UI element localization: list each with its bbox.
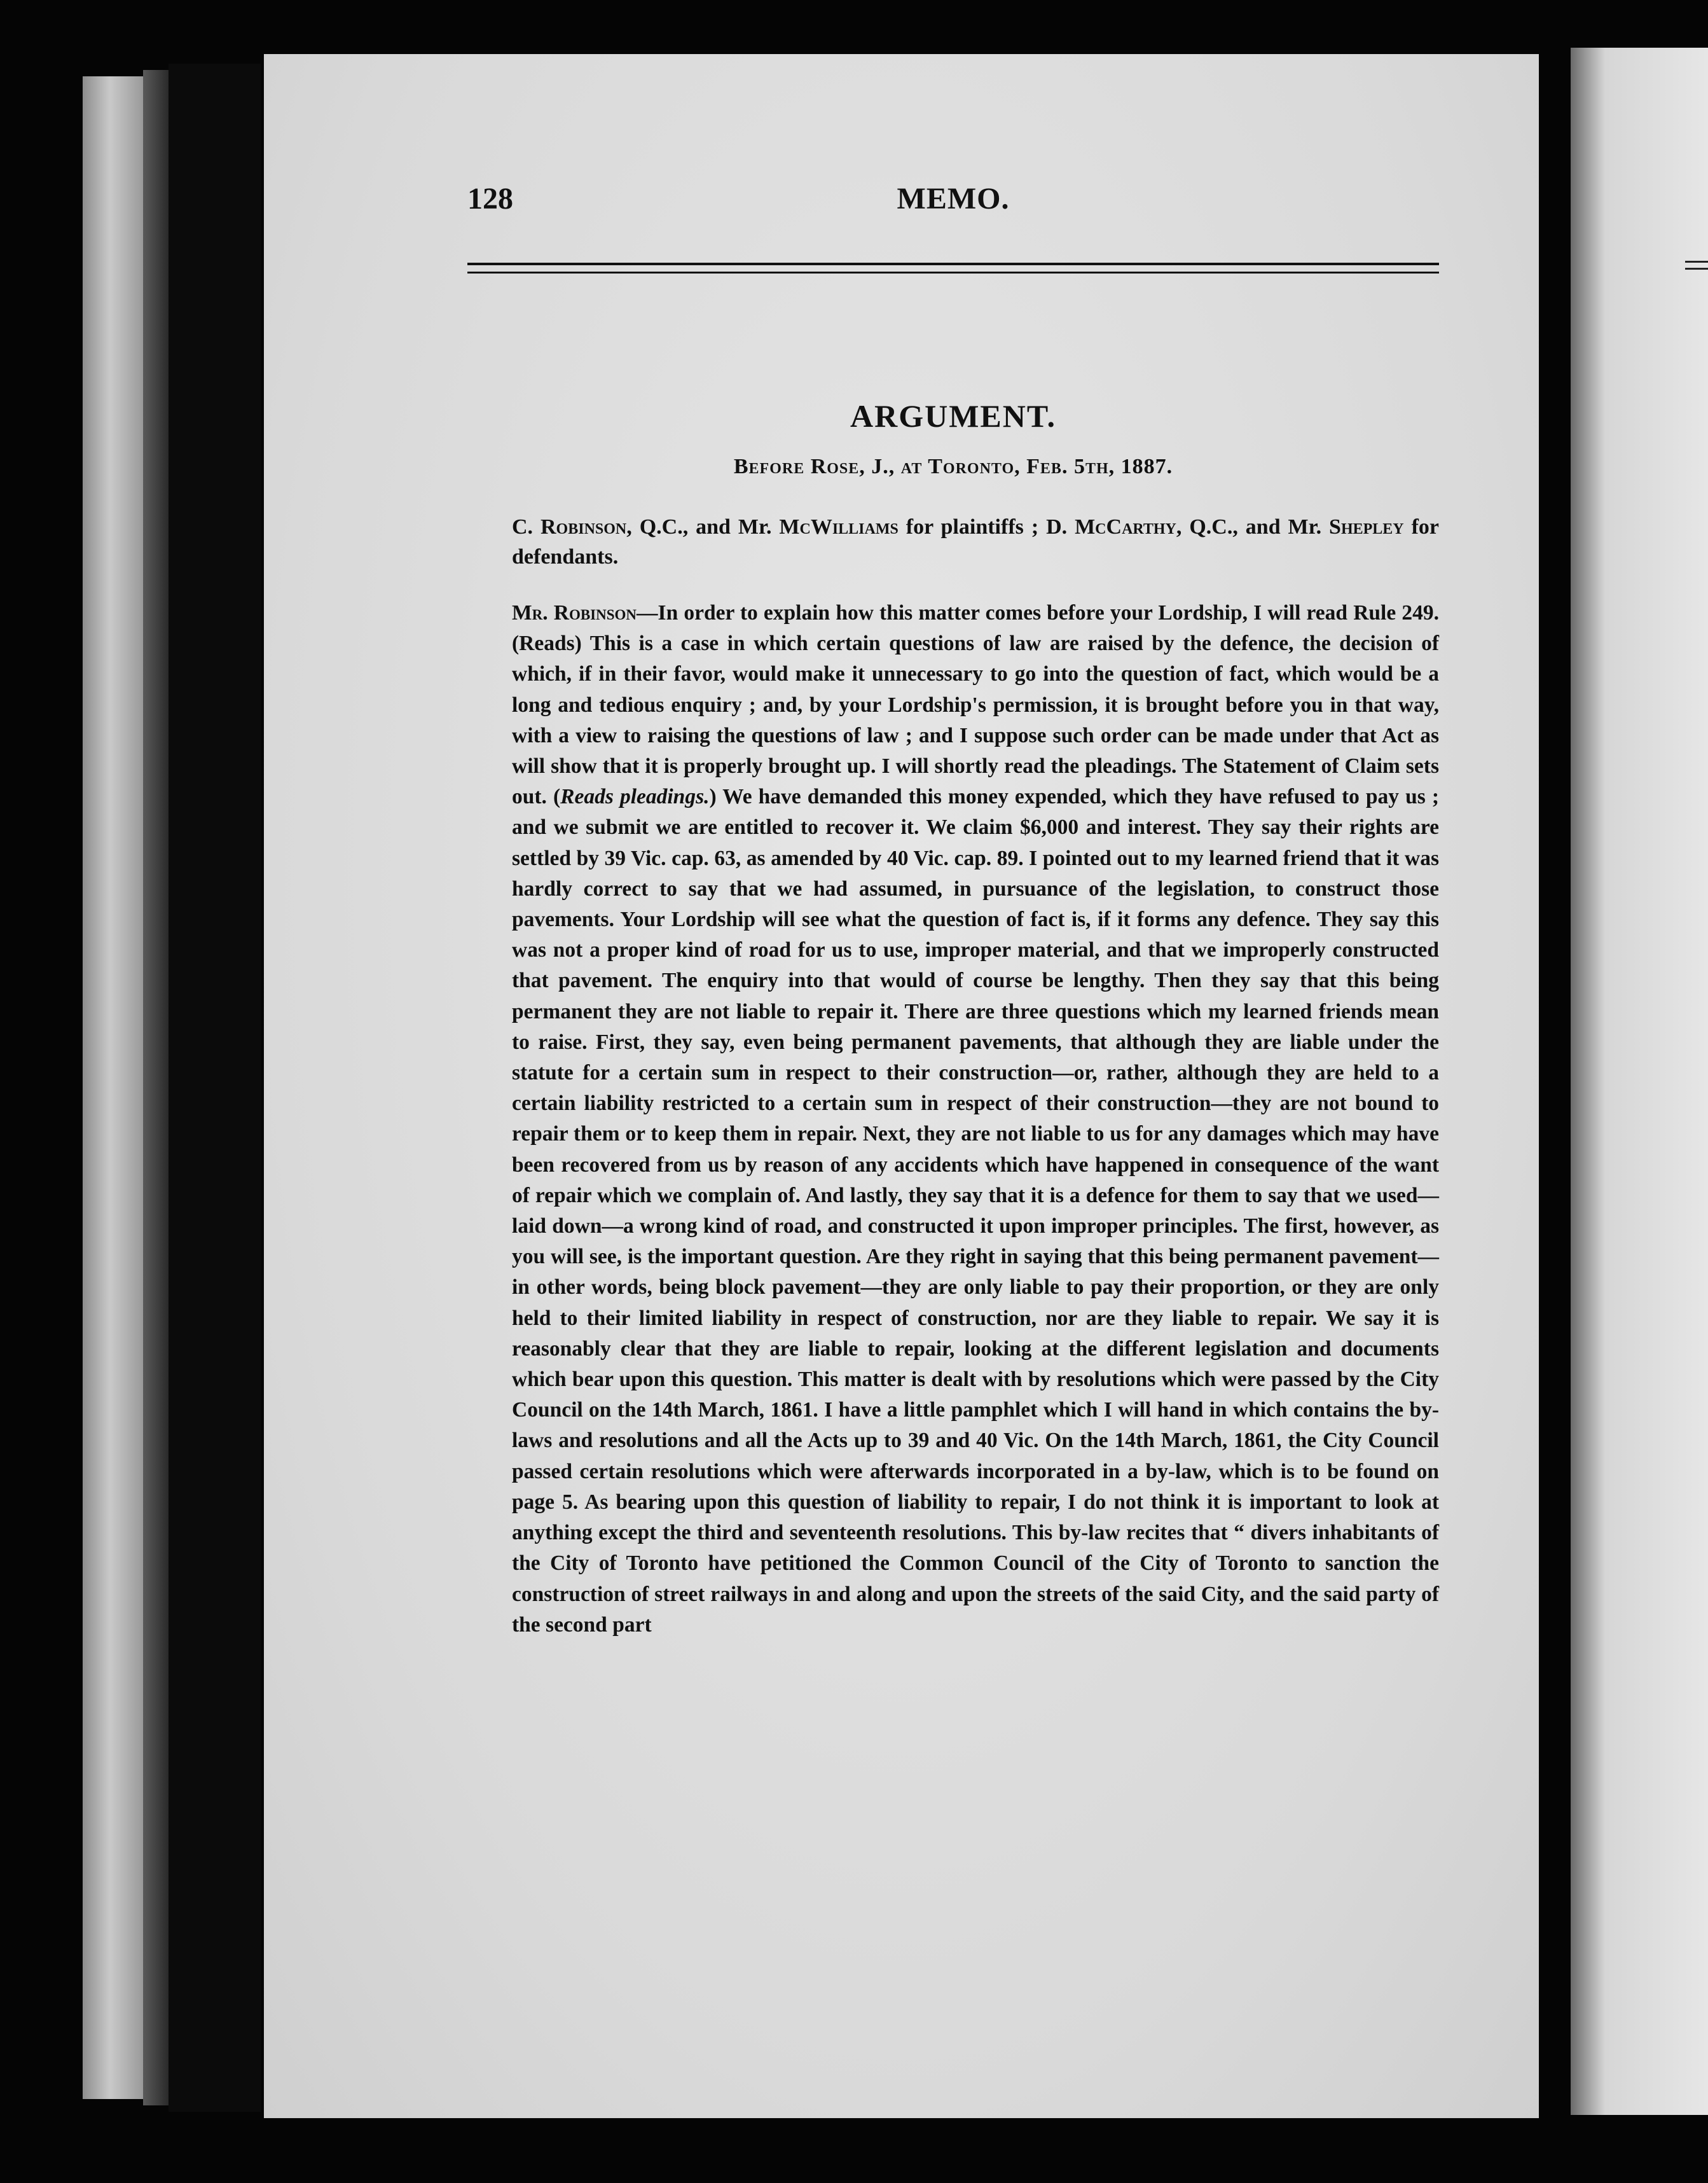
argument-italic-stage-direction: Reads pleadings.: [560, 785, 710, 809]
section-heading: ARGUMENT.: [850, 398, 1056, 434]
counsel-plaintiffs-name: C. Robinson: [512, 515, 627, 539]
counsel-plaintiffs-name2: McWilliams: [779, 515, 899, 539]
book-edge-shadow: [143, 70, 169, 2105]
counsel-for-defendants: for defendants.: [512, 515, 1439, 569]
book-page: [264, 54, 1539, 2118]
argument-text-part1: —In order to explain how this matter comes before your Lordship, I will read Rule 249. (Reads) This is a case in which certain questions of law are raised by the defence, the decision of which, if in their favor, would make it unnecessary to go into the question of fact, which would be a long and tedious enquiry ; and, by your Lordship's permission, it is brought before you in that way, with a view to raising the questions of law ; and I suppose such order can be made under that Act as will show that it is properly brought up. I will shortly read the pleadings. The Statement of Claim sets out. (: [512, 601, 1439, 809]
counsel-defendants-name: D. McCarthy: [1046, 515, 1176, 539]
counsel-for-plaintiffs: for plaintiffs ;: [898, 515, 1047, 539]
counsel-paragraph: [512, 512, 1439, 572]
running-title: MEMO.: [897, 182, 1010, 216]
argument-paragraph: [512, 598, 1439, 1640]
counsel-plaintiffs-rest: , Q.C., and Mr.: [626, 515, 780, 539]
court-line: Before Rose, J., at Toronto, Feb. 5th, 1887.: [733, 455, 1173, 478]
speaker-name: Mr. Robinson: [512, 601, 637, 625]
running-head: [467, 181, 1704, 226]
book-edge-left: [83, 76, 143, 2099]
counsel-defendants-name2: Shepley: [1329, 515, 1404, 539]
header-double-rule: [467, 263, 1439, 274]
facing-page-edge: [1571, 48, 1708, 2115]
facing-page-rule: [1685, 261, 1708, 270]
argument-text-part2: ) We have demanded this money expended, which they have refused to pay us ; and we submit we are entitled to recover it. We claim $6,000 and interest. They say their rights are settled by 39 Vic. cap. 63, as amended by 40 Vic. cap. 89. I pointed out to my learned friend that it was hardly correct to say that we had assumed, in pursuance of the legislation, to construct those pavements. Your Lordship will see what the question of fact is, if it forms any defence. They say this was not a proper kind of road for us to use, improper material, and that we improperly constructed that pavement. The enquiry into that would of course be lengthy. Then they say that this being permanent they are not liable to repair it. There are three questions which my learned friends mean to raise. First, they say, even being permanent pavements, that although they are liable under the statute for a certain sum in respect to their construction—or, rather, although they are held to a certain liability restricted to a certain sum in respect of their construction—they are not bound to repair them or to keep them in repair. Next, they are not liable to us for any damages which may have been recovered from us by reason of any accidents which have happened in consequence of the want of repair which we complain of. And lastly, they say that it is a defence for them to say that we used—laid down—a wrong kind of road, and constructed it upon improper principles. The first, however, as you will see, is the important question. Are they right in saying that this being permanent pavement—in other words, being block pavement—they are only liable to pay their proportion, or they are only held to their limited liability in respect of construction, nor are they liable to repair. We say it is reasonably clear that they are liable to repair, looking at the different legislation and documents which bear upon this question. This matter is dealt with by resolutions which were passed by the City Council on the 14th March, 1861. I have a little pamphlet which I will hand in which contains the by-laws and resolutions and all the Acts up to 39 and 40 Vic. On the 14th March, 1861, the City Council passed certain resolutions which were afterwards incorporated in a by-law, which is to be found on page 5. As bearing upon this question of liability to repair, I do not think it is important to look at anything except the third and seventeenth resolutions. This by-law recites that “ divers inhabitants of the City of Toronto have petitioned the Common Council of the City of Toronto to sanction the construction of street railways in and along and upon the streets of the said City, and the said party of the second part: [512, 785, 1439, 1637]
page-number: 128: [467, 182, 513, 216]
binding-shadow: [169, 64, 261, 2112]
counsel-defendants-rest: , Q.C., and Mr.: [1176, 515, 1330, 539]
